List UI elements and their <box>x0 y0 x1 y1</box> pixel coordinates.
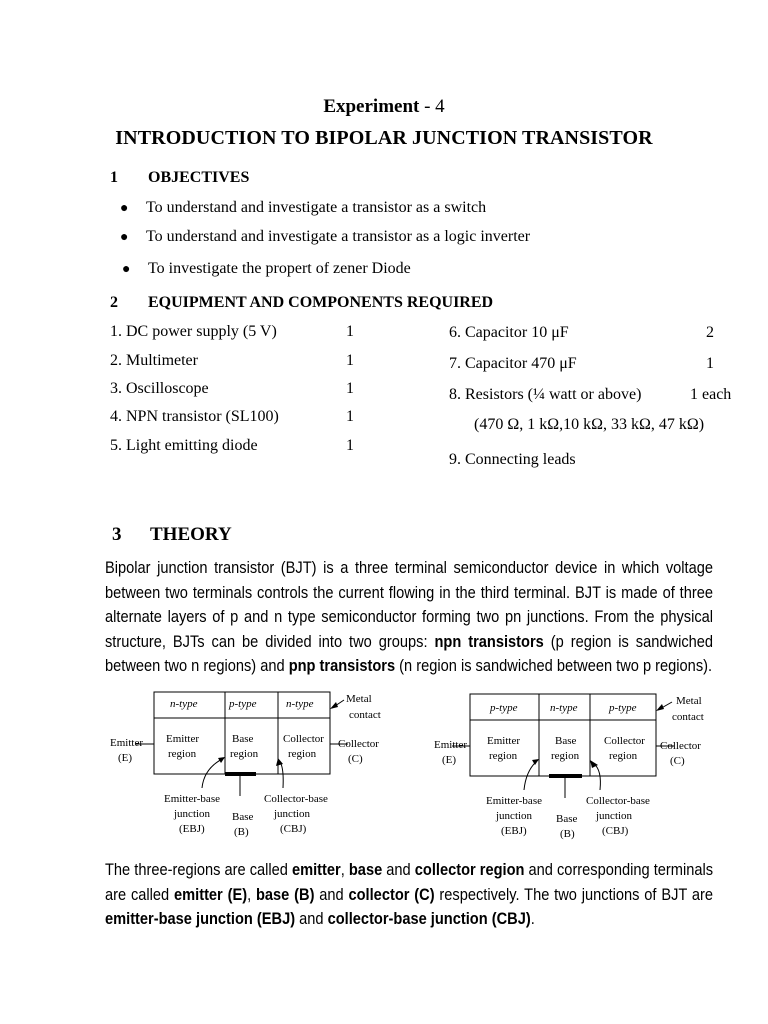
theory-heading <box>112 524 232 546</box>
objectives-title: OBJECTIVES <box>148 169 250 186</box>
page-title: INTRODUCTION TO BIPOLAR JUNCTION TRANSISTOR <box>115 127 653 149</box>
equipment-heading <box>110 294 493 312</box>
bullet-icon: ● <box>122 262 131 277</box>
svg-text:Emitter: Emitter <box>487 735 520 747</box>
svg-text:region: region <box>551 750 580 762</box>
equipment-item: 7. Capacitor 470 μF <box>449 355 577 372</box>
equipment-item: 9. Connecting leads <box>449 451 576 468</box>
svg-text:Base: Base <box>555 735 577 747</box>
svg-text:(EBJ): (EBJ) <box>501 825 527 837</box>
equipment-qty: 1 <box>346 437 354 454</box>
experiment-label: Experiment <box>323 96 420 117</box>
npn-type-2: p-type <box>229 698 257 710</box>
equipment-qty: 1 <box>346 323 354 340</box>
pnp-type-1: p-type <box>490 702 518 714</box>
theory-paragraph-2: The three-regions are called emitter, base and collector region and corresponding terminals are called emitter (E), base (B) and collector (C) respectively. The two junctions of BJT are emitter-base junction (EBJ) and collector-base junction (CBJ). <box>105 860 714 929</box>
theory-number: 3 <box>112 524 122 545</box>
svg-text:Emitter: Emitter <box>166 733 199 745</box>
svg-text:region: region <box>489 750 518 762</box>
objective-item: ● To investigate the propert of zener Diode <box>122 260 411 277</box>
svg-text:Base: Base <box>556 813 578 825</box>
equipment-item: 1. DC power supply (5 V) <box>110 323 277 340</box>
objectives-heading <box>110 169 249 187</box>
objective-item: ● To understand and investigate a transistor as a switch <box>120 199 487 216</box>
svg-text:Collector: Collector <box>660 740 701 752</box>
equipment-item: 3. Oscilloscope <box>110 380 209 397</box>
svg-text:contact: contact <box>349 709 381 721</box>
svg-text:Metal: Metal <box>676 695 702 707</box>
svg-text:(EBJ): (EBJ) <box>179 823 205 835</box>
equipment-item: 4. NPN transistor (SL100) <box>110 408 279 425</box>
experiment-title <box>0 96 768 118</box>
svg-text:(CBJ): (CBJ) <box>602 825 629 837</box>
objectives-number: 1 <box>110 169 118 186</box>
equipment-qty: 1 <box>346 352 354 369</box>
svg-text:(E): (E) <box>118 752 133 764</box>
svg-text:Emitter: Emitter <box>434 739 467 751</box>
resistor-values: (470 Ω, 1 kΩ,10 kΩ, 33 kΩ, 47 kΩ) <box>474 416 705 433</box>
svg-text:Emitter-base: Emitter-base <box>164 793 220 805</box>
svg-text:junction: junction <box>274 808 311 820</box>
svg-text:region: region <box>609 750 638 762</box>
svg-text:Base: Base <box>232 811 254 823</box>
svg-text:(E): (E) <box>442 754 457 766</box>
npn-type-3: n-type <box>286 698 314 710</box>
equipment-qty: 1 each <box>690 386 732 403</box>
objective-item: ● To understand and investigate a transistor as a logic inverter <box>120 228 531 245</box>
experiment-number: - 4 <box>424 96 445 117</box>
svg-text:Collector: Collector <box>338 738 379 750</box>
svg-text:region: region <box>168 748 197 760</box>
bullet-icon: ● <box>120 201 129 216</box>
pnp-type-2: n-type <box>550 702 578 714</box>
svg-text:contact: contact <box>672 711 704 723</box>
svg-text:region: region <box>230 748 259 760</box>
svg-text:Collector-base: Collector-base <box>264 793 328 805</box>
pnp-type-3: p-type <box>609 702 637 714</box>
svg-text:(B): (B) <box>560 828 575 840</box>
svg-text:Collector: Collector <box>604 735 645 747</box>
svg-text:junction: junction <box>596 810 633 822</box>
svg-text:Collector: Collector <box>283 733 324 745</box>
svg-text:(CBJ): (CBJ) <box>280 823 307 835</box>
svg-text:junction: junction <box>496 810 533 822</box>
equipment-qty: 1 <box>346 408 354 425</box>
svg-text:Collector-base: Collector-base <box>586 795 650 807</box>
theory-title: THEORY <box>150 524 232 545</box>
theory-paragraph-1: Bipolar junction transistor (BJT) is a three terminal semiconductor device in which voltage between two terminals controls the current flowing in the third terminal. BJT is made of three alternate layers of p and n type semiconductor forming two pn junctions. From the physical structure, BJTs can be divided into two groups: npn transistors (p region is sandwiched between two n regions) and pnp transistors (n region is sandwiched between two p regions). <box>105 558 714 676</box>
svg-text:junction: junction <box>174 808 211 820</box>
svg-text:Emitter: Emitter <box>110 737 143 749</box>
bullet-icon: ● <box>120 230 129 245</box>
equipment-qty: 2 <box>706 324 714 341</box>
svg-text:Metal: Metal <box>346 693 372 705</box>
pnp-structure-diagram <box>432 690 722 846</box>
svg-text:(C): (C) <box>670 755 685 767</box>
equipment-item: 6. Capacitor 10 μF <box>449 324 569 341</box>
svg-text:region: region <box>288 748 317 760</box>
svg-text:(C): (C) <box>348 753 363 765</box>
equipment-item: 2. Multimeter <box>110 352 198 369</box>
svg-text:Emitter-base: Emitter-base <box>486 795 542 807</box>
npn-structure-diagram <box>108 688 398 844</box>
equipment-title: EQUIPMENT AND COMPONENTS REQUIRED <box>148 294 494 311</box>
equipment-item: 8. Resistors (¼ watt or above) <box>449 386 642 403</box>
svg-text:Base: Base <box>232 733 254 745</box>
equipment-item: 5. Light emitting diode <box>110 437 258 454</box>
equipment-qty: 1 <box>346 380 354 397</box>
npn-type-1: n-type <box>170 698 198 710</box>
equipment-number: 2 <box>110 294 118 311</box>
equipment-qty: 1 <box>706 355 714 372</box>
svg-text:(B): (B) <box>234 826 249 838</box>
